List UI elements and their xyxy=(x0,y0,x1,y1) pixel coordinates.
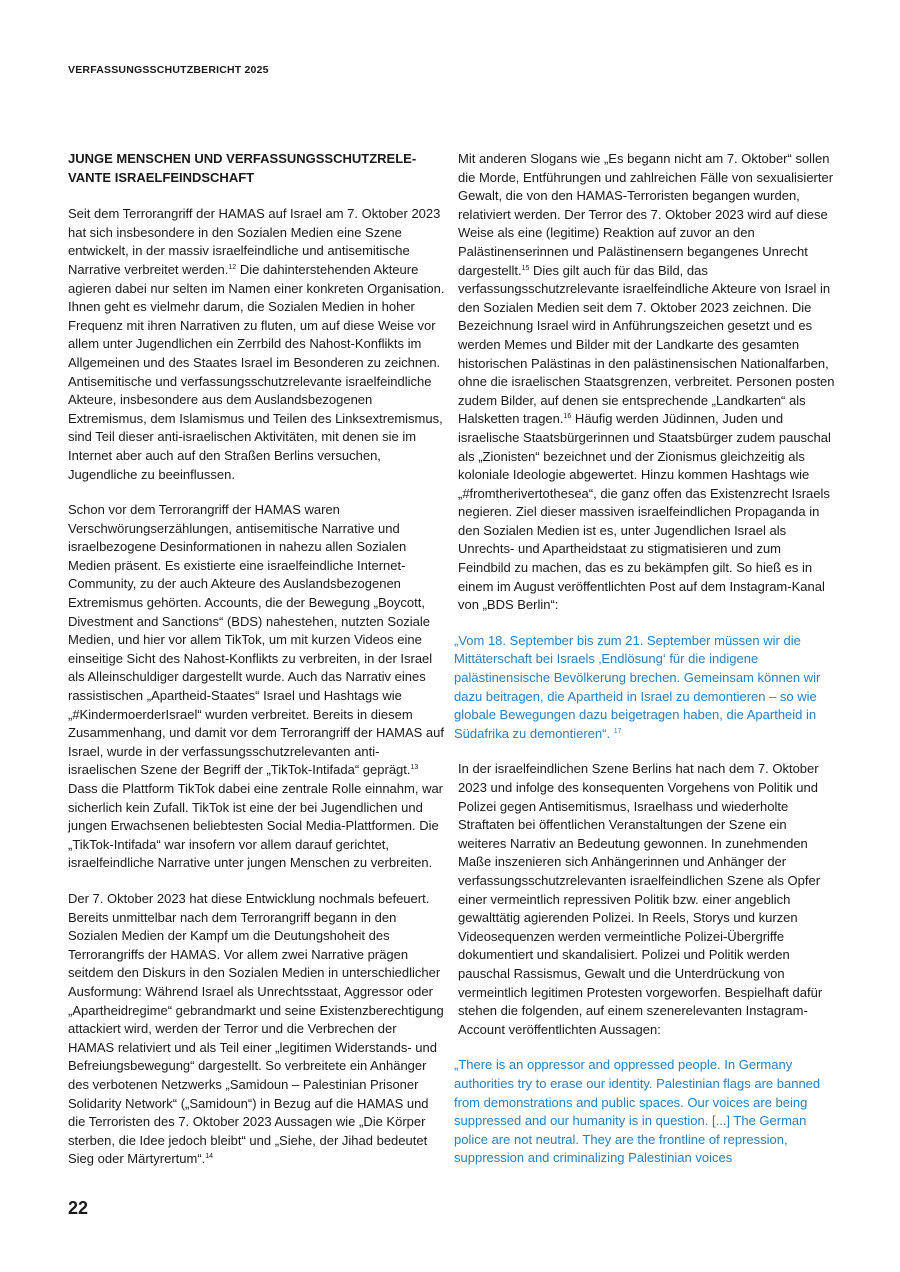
paragraph-text: Die dahinterstehenden Akteure agieren dabei nur selten im Namen einer konkreten Organisation. Ihnen geht es vielmehr darum, die Sozialen Medien in hoher Frequenz mit ihren Narrativen zu fluten, um auf diese Weise vor allem unter Jugendlichen ein Zerrbild des Nahost-Konflikts im Allgemeinen und des Staates Israel im Besonderen zu zeichnen. Antisemitische und verfassungsschutzrelevante israelfeindliche Akteure, insbesondere aus dem Auslandsbezogenen Extremismus, dem Islamismus und Teilen des Linksextremismus, sind Teil dieser anti-israelischen Aktivitäten, mit denen sie im Internet aber auch auf den Straßen Berlins versuchen, Jugendliche zu beeinflussen. xyxy=(68,261,445,482)
quote-block xyxy=(454,632,836,744)
paragraph-text: Mit anderen Slogans wie „Es begann nicht am 7. Oktober“ sollen die Morde, Entführungen und zahlreichen Fälle von sexualisierter Gewalt, die von den HAMAS-Terroristen begangen wurden, relativiert werden. Der Terror des 7. Oktober 2023 wird auf diese Weise als eine (legitime) Reaktion auf zuvor an den Palästinenserinnen und Palästinensern begangenes Unrecht dargestellt. xyxy=(458,151,834,278)
running-header: VERFASSUNGSSCHUTZBERICHT 2025 xyxy=(68,64,269,76)
section-heading-line2: VANTE ISRAELFEINDSCHAFT xyxy=(68,169,255,185)
footnote-ref: 15 xyxy=(521,264,530,272)
footnote-ref: 17 xyxy=(613,727,622,735)
paragraph-text: Der 7. Oktober 2023 hat diese Entwicklung nochmals befeuert. Bereits unmittelbar nach dem Terrorangriff begann in den Sozialen Medien der Kampf um die Deutungshoheit des Terrorangriffs der HAMAS. Vor allem zwei Narrative prägen seitdem den Diskurs in den Sozialen Medien in unterschiedlicher Ausformung: Während Israel als Unrechtsstaat, Aggressor oder „Apartheidregime“ gebrandmarkt und seine Existenzberechtigung attackiert wird, werden der Terror und die Verbrechen der HAMAS relativiert und als Teil einer „legitimen Widerstands- und Befreiungsbewegung“ dargestellt. So verbreitete ein Anhänger des verbotenen Netzwerks „Samidoun – Palestinian Prisoner Solidarity Network“ („Samidoun“) in Bezug auf die HAMAS und die Terroristen des 7. Oktober 2023 Aussagen wie „Die Körper sterben, die Idee jedoch bleibt“ und „Siehe, der Jihad bedeutet Sieg oder Märtyrertum“. xyxy=(68,890,444,1167)
paragraph-text: Dies gilt auch für das Bild, das verfassungsschutzrelevante israelfeindliche Akteure von Israel in den Sozialen Medien seit dem 7. Oktober 2023 zeichnen. Die Bezeichnung Israel wird in Anführungszeichen gesetzt und es werden Memes und Bilder mit der Landkarte des gesamten historischen Palästinas in den palästinensischen Nationalfarben, ohne die israelischen Staatsgrenzen, verbreitet. Personen posten zudem Bilder, auf denen sie entsprechende „Landkarten“ als Halsketten tragen. xyxy=(458,262,835,427)
page-number: 22 xyxy=(68,1198,89,1218)
footnote-ref: 14 xyxy=(205,1153,214,1161)
quote-text: „Vom 18. September bis zum 21. September müssen wir die Mittäterschaft bei Israels ‚Endlösung‘ für die indigene palästinensische Bevölkerung brechen. Gemeinsam können wir dazu beitragen, die Apartheid in Israel zu demontieren – so wie globale Bewegungen dazu beigetragen haben, die Apartheid in Südafrika zu demontieren“. xyxy=(454,632,821,741)
paragraph-text: Dass die Plattform TikTok dabei eine zentrale Rolle einnahm, war sicherlich kein Zufall. TikTok ist eine der bei Jugendlichen und jungen Erwachsenen beliebtesten Social Media-Plattformen. Die „TikTok-Intifada“ war insofern vor allem darauf gerichtet, israelfeindliche Narrative unter jungen Menschen zu verbreiten. xyxy=(68,781,444,871)
paragraph-text: Schon vor dem Terrorangriff der HAMAS waren Verschwörungserzählungen, antisemitische Narrative und israelbezogene Desinformationen in nahezu allen Sozialen Medien präsent. Es existierte eine israelfeindliche Internet-Community, zu der auch Akteure des Auslandsbezogenen Extremismus gehörten. Accounts, die der Bewegung „Boycott, Divestment and Sanctions“ (BDS) nahestehen, nutzten Soziale Medien, und hier vor allem TikTok, um mit kurzen Videos eine einseitige Sicht des Nahost-Konflikts zu verbreiten, in der Israel als Alleinschuldiger dargestellt wurde. Auch das Narrativ eines rassistischen „Apartheid-Staates“ Israel und Hashtags wie „#KindermoerderIsrael“ wurden verbreitet. Bereits in diesem Zusammenhang, und damit vor dem Terrorangriff der HAMAS auf Israel, wurde in der verfassungsschutzrelevanten anti-israelischen Szene der Begriff der „TikTok-Intifada“ geprägt. xyxy=(68,502,444,778)
paragraph-text: Seit dem Terrorangriff der HAMAS auf Israel am 7. Oktober 2023 hat sich insbesondere in den Sozialen Medien eine Szene entwickelt, in der massiv israelfeindliche und antisemitische Narrative verbreitet werden. xyxy=(68,206,441,277)
footnote-ref: 13 xyxy=(410,764,419,772)
section-heading xyxy=(68,150,446,187)
paragraph-text: Häufig werden Jüdinnen, Juden und israelische Staatsbürgerinnen und Staatsbürger zudem pauschal als „Zionisten“ bezeichnet und der Zionismus gleichzeitig als koloniale Ideologie abgewertet. Hinzu kommen Hashtags wie „#fromtherivertothesea“, die ganz offen das Existenzrecht Israels negieren. Ziel dieser massiven israelfeindlichen Propaganda in den Sozialen Medien ist es, unter Jugendlichen Israel als Unrechts- und Apartheidstaat zu stigmatisieren und zum Feindbild zu machen, das es zu bekämpfen gilt. So hieß es in einem im August veröffentlichten Post auf dem Instagram-Kanal von „BDS Berlin“: xyxy=(458,411,831,613)
section-heading-line1: JUNGE MENSCHEN UND VERFASSUNGSSCHUTZRELE- xyxy=(68,151,417,166)
quote-block: „There is an oppressor and oppressed people. In Germany authorities try to erase our identity. Palestinian flags are banned from demonstrations and public spaces. Our voices are being suppressed and our humanity is in question. [...] The German police are not neutral. They are the frontline of repression, suppression and criminalizing Palestinian voices xyxy=(454,1057,821,1166)
paragraph xyxy=(458,150,836,615)
paragraph xyxy=(68,890,446,1169)
paragraph: In der israelfeindlichen Szene Berlins hat nach dem 7. Oktober 2023 und infolge des konsequenten Vorgehens von Politik und Polizei gegen Antisemitismus, Israelhass und wiederholte Straftaten bei öffentlichen Veranstaltungen der Szene ein weiteres Narrativ an Bedeutung gewonnen. In zunehmenden Maße inszenieren sich Anhängerinnen und Anhänger der verfassungsschutzrelevanten israelfeindlichen Szene als Opfer einer vermeintlich repressiven Politik bzw. einer angeblich gewalttätig agierenden Polizei. In Reels, Storys und kurzen Videosequenzen werden vermeintliche Polizei-Übergriffe dokumentiert und skandalisiert. Polizei und Politik werden pauschal Rassismus, Gewalt und die Unterdrückung von vermeintlich legitimen Protesten vorgeworfen. Bespielhaft dafür stehen die folgenden, auf einem szenerelevanten Instagram-Account veröffentlichten Aussagen: xyxy=(458,761,823,1037)
footnote-ref: 12 xyxy=(228,263,237,271)
paragraph xyxy=(68,501,446,873)
left-column xyxy=(68,150,446,1186)
footnote-ref: 16 xyxy=(563,413,572,421)
paragraph xyxy=(68,205,446,484)
right-column xyxy=(454,150,836,1185)
